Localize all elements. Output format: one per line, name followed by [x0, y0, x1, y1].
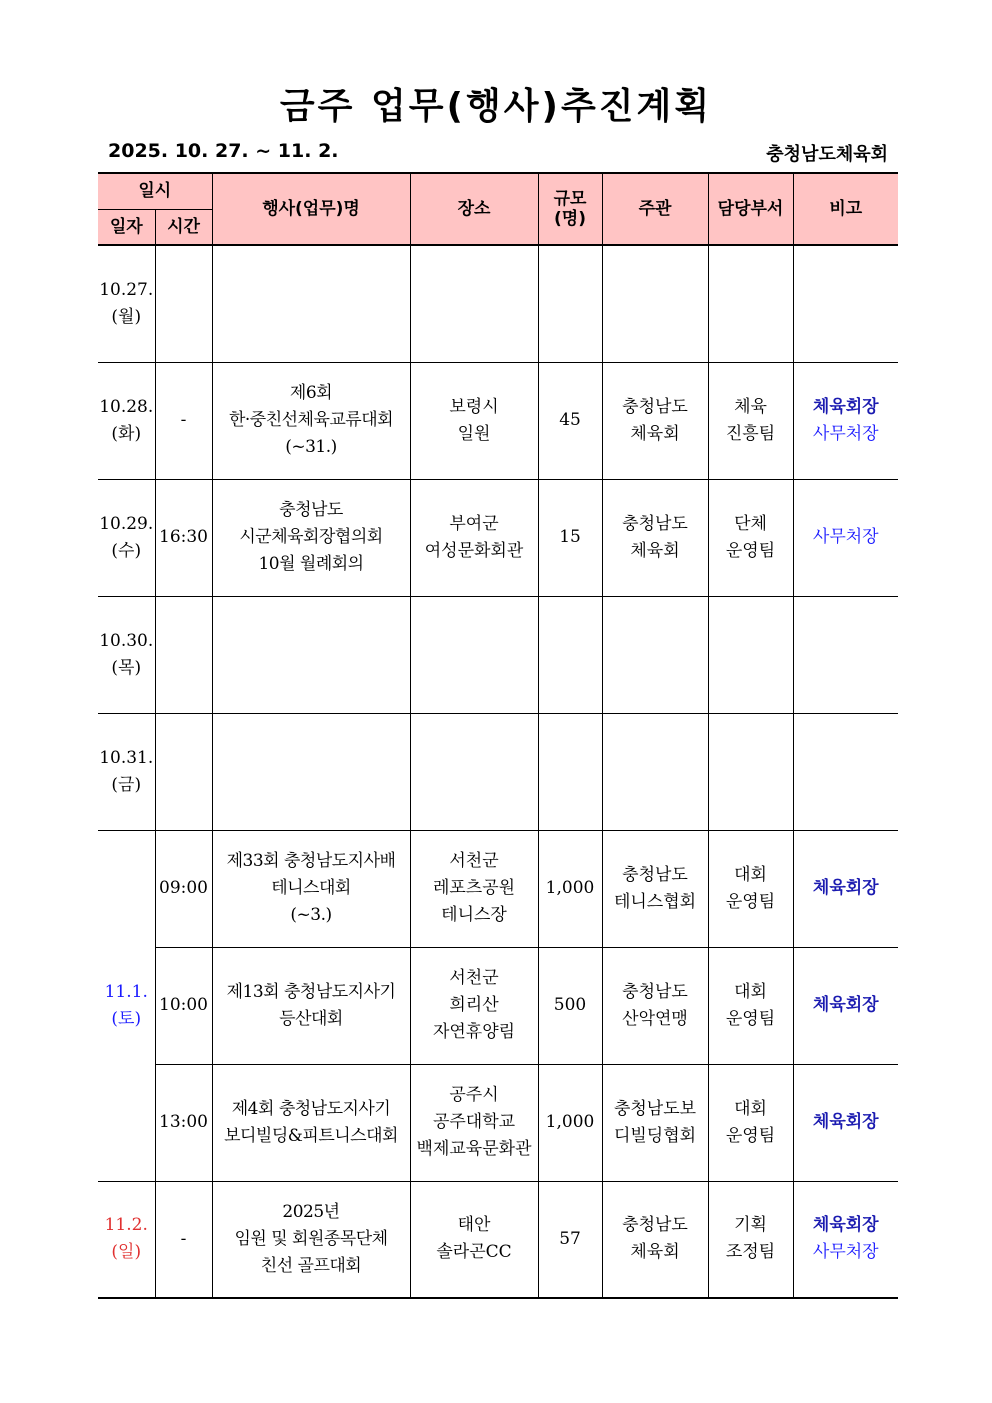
dept-cell: [708, 245, 793, 362]
header-note: 비고: [793, 173, 898, 245]
host-cell: 충청남도보 디빌딩협회: [602, 1064, 708, 1181]
place-cell: 서천군 희리산 자연휴양림: [410, 947, 538, 1064]
place-cell: 부여군 여성문화회관: [410, 479, 538, 596]
date-cell: 11.2. (일): [98, 1181, 155, 1298]
header-host: 주관: [602, 173, 708, 245]
dept-cell: 체육 진흥팀: [708, 362, 793, 479]
table-row: [98, 830, 898, 947]
time-cell: -: [155, 362, 212, 479]
note-chairman: 체육회장: [812, 878, 879, 898]
time-cell: 10:00: [155, 947, 212, 1064]
host-cell: 충청남도 테니스협회: [602, 830, 708, 947]
note-secretary: 사무처장: [812, 423, 879, 444]
note-cell: [793, 1181, 898, 1298]
time-cell: [155, 713, 212, 830]
place-cell: 공주시 공주대학교 백제교육문화관: [410, 1064, 538, 1181]
host-cell: 충청남도 체육회: [602, 362, 708, 479]
time-cell: [155, 596, 212, 713]
event-cell: 2025년 임원 및 회원종목단체 친선 골프대회: [212, 1181, 410, 1298]
table-row: [98, 479, 898, 596]
table-row: [98, 1064, 898, 1181]
header-place: 장소: [410, 173, 538, 245]
host-cell: [602, 596, 708, 713]
scale-cell: 1,000: [538, 1064, 602, 1181]
note-cell: [793, 596, 898, 713]
header-datetime: 일시: [98, 173, 212, 209]
note-cell: [793, 1064, 898, 1181]
event-cell: [212, 596, 410, 713]
host-cell: [602, 245, 708, 362]
note-cell: [793, 362, 898, 479]
note-cell: [793, 947, 898, 1064]
place-cell: [410, 713, 538, 830]
scale-cell: 1,000: [538, 830, 602, 947]
dept-cell: [708, 713, 793, 830]
dept-cell: 단체 운영팀: [708, 479, 793, 596]
host-cell: [602, 713, 708, 830]
note-secretary: 사무처장: [812, 1242, 879, 1263]
dept-cell: [708, 596, 793, 713]
note-chairman: 체육회장: [812, 396, 879, 417]
header-event: 행사(업무)명: [212, 173, 410, 245]
dept-cell: 대회 운영팀: [708, 830, 793, 947]
event-cell: [212, 713, 410, 830]
note-chairman: 체육회장: [812, 995, 879, 1015]
date-cell: 10.28. (화): [98, 362, 155, 479]
event-cell: 충청남도 시군체육회장협의회 10월 월례회의: [212, 479, 410, 596]
note-cell: [793, 713, 898, 830]
time-cell: 13:00: [155, 1064, 212, 1181]
scale-cell: [538, 713, 602, 830]
date-cell: 10.31. (금): [98, 713, 155, 830]
dept-cell: 대회 운영팀: [708, 1064, 793, 1181]
date-cell: 10.29. (수): [98, 479, 155, 596]
host-cell: 충청남도 체육회: [602, 479, 708, 596]
period-label: 2025. 10. 27. ~ 11. 2.: [108, 140, 339, 162]
schedule-body: [98, 245, 898, 1298]
place-cell: [410, 596, 538, 713]
table-row: [98, 245, 898, 362]
table-row: [98, 1181, 898, 1298]
note-chairman: 체육회장: [812, 1215, 879, 1236]
header-time: 시간: [155, 209, 212, 245]
note-cell: [793, 245, 898, 362]
place-cell: 서천군 레포츠공원 테니스장: [410, 830, 538, 947]
time-cell: 16:30: [155, 479, 212, 596]
note-cell: [793, 830, 898, 947]
page-title: 금주 업무(행사)추진계획: [279, 86, 713, 127]
scale-cell: 500: [538, 947, 602, 1064]
table-row: [98, 947, 898, 1064]
event-cell: 제4회 충청남도지사기 보디빌딩&피트니스대회: [212, 1064, 410, 1181]
header-dept: 담당부서: [708, 173, 793, 245]
scale-cell: 45: [538, 362, 602, 479]
schedule-table: [98, 172, 898, 1299]
table-row: [98, 596, 898, 713]
note-cell: [793, 479, 898, 596]
time-cell: 09:00: [155, 830, 212, 947]
event-cell: [212, 245, 410, 362]
dept-cell: 기획 조정팀: [708, 1181, 793, 1298]
date-cell: 10.27. (월): [98, 245, 155, 362]
table-row: [98, 362, 898, 479]
scale-cell: [538, 596, 602, 713]
event-cell: 제13회 충청남도지사기 등산대회: [212, 947, 410, 1064]
note-secretary: 사무처장: [812, 527, 879, 547]
date-cell: 10.30. (목): [98, 596, 155, 713]
event-cell: 제6회 한·중친선체육교류대회 (~31.): [212, 362, 410, 479]
time-cell: [155, 245, 212, 362]
host-cell: 충청남도 산악연맹: [602, 947, 708, 1064]
place-cell: 보령시 일원: [410, 362, 538, 479]
scale-cell: 15: [538, 479, 602, 596]
note-chairman: 체육회장: [812, 1112, 879, 1132]
table-row: [98, 713, 898, 830]
place-cell: 태안 솔라곤CC: [410, 1181, 538, 1298]
header-date: 일자: [98, 209, 155, 245]
time-cell: -: [155, 1181, 212, 1298]
date-cell: 11.1. (토): [98, 830, 155, 1181]
dept-cell: 대회 운영팀: [708, 947, 793, 1064]
organization-label: 충청남도체육회: [766, 144, 888, 165]
header-scale: 규모 (명): [538, 173, 602, 245]
place-cell: [410, 245, 538, 362]
scale-cell: [538, 245, 602, 362]
scale-cell: 57: [538, 1181, 602, 1298]
event-cell: 제33회 충청남도지사배 테니스대회 (~3.): [212, 830, 410, 947]
host-cell: 충청남도 체육회: [602, 1181, 708, 1298]
